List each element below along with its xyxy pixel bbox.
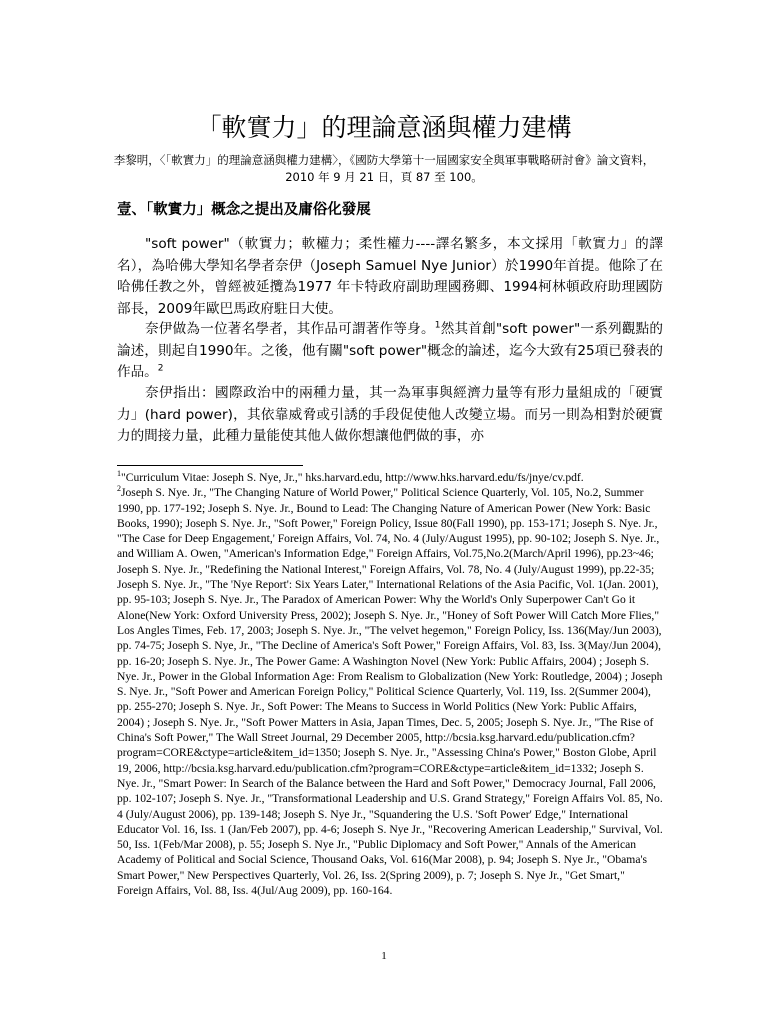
footnote-ref-1[interactable]: 1 — [434, 320, 441, 331]
paragraph-2-text-b: 然其首創"soft power"一系列觀點的論述，則起自1990年。之後，他有關"soft power"概念的論述，迄今大致有25項已發表的作品。 — [117, 321, 664, 381]
footnote-2 — [117, 485, 663, 898]
footnote-1 — [117, 470, 663, 485]
section-heading: 壹、「軟實力」概念之提出及庸俗化發展 — [117, 201, 371, 218]
footnote-ref-2[interactable]: 2 — [157, 363, 164, 374]
paragraph-2-text-a: 奈伊做為一位著名學者，其作品可謂著作等身。 — [145, 321, 435, 337]
footnote-mark-1: 1 — [117, 469, 121, 479]
body-paragraph-1: "soft power"（軟實力；軟權力；柔性權力----譯名繁多，本文採用「軟實力」的譯名），為哈佛大學知名學者奈伊（Joseph Samuel Nye Junior）於1990年首提。他除了在哈佛任教之外，曾經被延攬為1977 年卡特政府副助理國務卿、1994柯林頓政府助理國防部長，2009年歐巴馬政府駐日大使。 — [117, 236, 663, 317]
body-paragraph-3: 奈伊指出：國際政治中的兩種力量，其一為軍事與經濟力量等有形力量組成的「硬實力」(hard power)，其依靠威脅或引誘的手段促使他人改變立場。而另一則為相對於硬實力的間接力量，此種力量能使其他人做你想讓他們做的事，亦 — [117, 385, 663, 445]
source-citation: 李黎明，〈「軟實力」的理論意涵與權力建構〉，《國防大學第十一屆國家安全與軍事戰略研討會》論文資料，2010 年 9 月 21 日，頁 87 至 100。 — [113, 153, 655, 184]
footnote-mark-2: 2 — [117, 484, 121, 494]
footnote-1-text: "Curriculum Vitae: Joseph S. Nye, Jr.," hks.harvard.edu, http://www.hks.harvard.edu/fs/jnye/cv.pdf. — [121, 471, 584, 484]
footnote-separator — [117, 465, 303, 466]
footnotes — [117, 470, 663, 898]
body-paragraph-2 — [117, 319, 663, 384]
document-title: 「軟實力」的理論意涵與權力建構 — [196, 112, 572, 142]
page-number: 1 — [381, 950, 387, 962]
footnote-2-text: Joseph S. Nye. Jr., "The Changing Nature of World Power," Political Science Quarterly, Vol. 105, No.2, Summer 1990, pp. 177-192; Joseph S. Nye. Jr., Bound to Lead: The Changing Nature of American Power (New York: Basic Books, 1990); Joseph S. Nye. Jr., "Soft Power," Foreign Policy, Issue 80(Fall 1990), pp. 153-171; Joseph S. Nye. Jr., "The Case for Deep Engagement,' Foreign Affairs, Vol. 74, No. 4 (July/August 1995), pp. 90-102; Joseph S. Nye. Jr., and William A. Owen, "American's Information Edge," Foreign Affairs, Vol.75,No.2(March/April 1996), pp.23~46; Joseph S. Nye. Jr., "Redefining the National Interest," Foreign Affairs, Vol. 78, No. 4 (July/August 1999), pp.22-35; Joseph S. Nye. Jr., "The 'Nye Report': Six Years Later," International Relations of the Asia Pacific, Vol. 1(Jan. 2001), pp. 95-103; Joseph S. Nye. Jr., The Paradox of American Power: Why the World's Only Superpower Can't Go it Alone(New York: Oxford University Press, 2002); Joseph S. Nye. Jr., "Honey of Soft Power Will Catch More Flies," Los Angles Times, Feb. 17, 2003; Joseph S. Nye. Jr., "The velvet hegemon," Foreign Policy, Iss. 136(May/Jun 2003), pp. 74-75; Joseph S. Nye, Jr., "The Decline of America's Soft Power," Foreign Affairs, Vol. 83, Iss. 3(May/Jun 2004), pp. 16-20; Joseph S. Nye. Jr., The Power Game: A Washington Novel (New York: Public Affairs, 2004) ; Joseph S. Nye. Jr., Power in the Global Information Age: From Realism to Globalization (New York: Routledge, 2004) ; Joseph S. Nye. Jr., "Soft Power and American Foreign Policy," Political Science Quarterly, Vol. 119, Iss. 2(Summer 2004), pp. 255-270; Joseph S. Nye. Jr., Soft Power: The Means to Success in World Politics (New York: Public Affairs, 2004) ; Joseph S. Nye. Jr., "Soft Power Matters in Asia, Japan Times, Dec. 5, 2005; Joseph S. Nye. Jr., "The Rise of China's Soft Power," The Wall Street Journal, 29 December 2005, http://bcsia.ksg.harvard.edu/publication.cfm?program=CORE&ctype=article&item_id=1350; Joseph S. Nye. Jr., "Assessing China's Power," Boston Globe, April 19, 2006, http://bcsia.ksg.harvard.edu/publication.cfm?program=CORE&ctype=article&item_id=1332; Joseph S. Nye. Jr., "Smart Power: In Search of the Balance between the Hard and Soft Power," Democracy Journal, Fall 2006, pp. 102-107; Joseph S. Nye. Jr., "Transformational Leadership and U.S. Grand Strategy," Foreign Affairs Vol. 85, No. 4 (July/August 2006), pp. 139-148; Joseph S. Nye Jr., "Squandering the U.S. 'Soft Power' Edge," International Educator Vol. 16, Iss. 1 (Jan/Feb 2007), pp. 4-6; Joseph S. Nye Jr., "Recovering American Leadership," Survival, Vol. 50, Iss. 1(Feb/Mar 2008), p. 55; Joseph S. Nye Jr., "Public Diplomacy and Soft Power," Annals of the American Academy of Political and Social Science, Thousand Oaks, Vol. 616(Mar 2008), p. 94; Joseph S. Nye Jr., "Obama's Smart Power," New Perspectives Quarterly, Vol. 26, Iss. 2(Spring 2009), p. 7; Joseph S. Nye Jr., "Get Smart," Foreign Affairs, Vol. 88, Iss. 4(Jul/Aug 2009), pp. 160-164. — [117, 486, 663, 898]
